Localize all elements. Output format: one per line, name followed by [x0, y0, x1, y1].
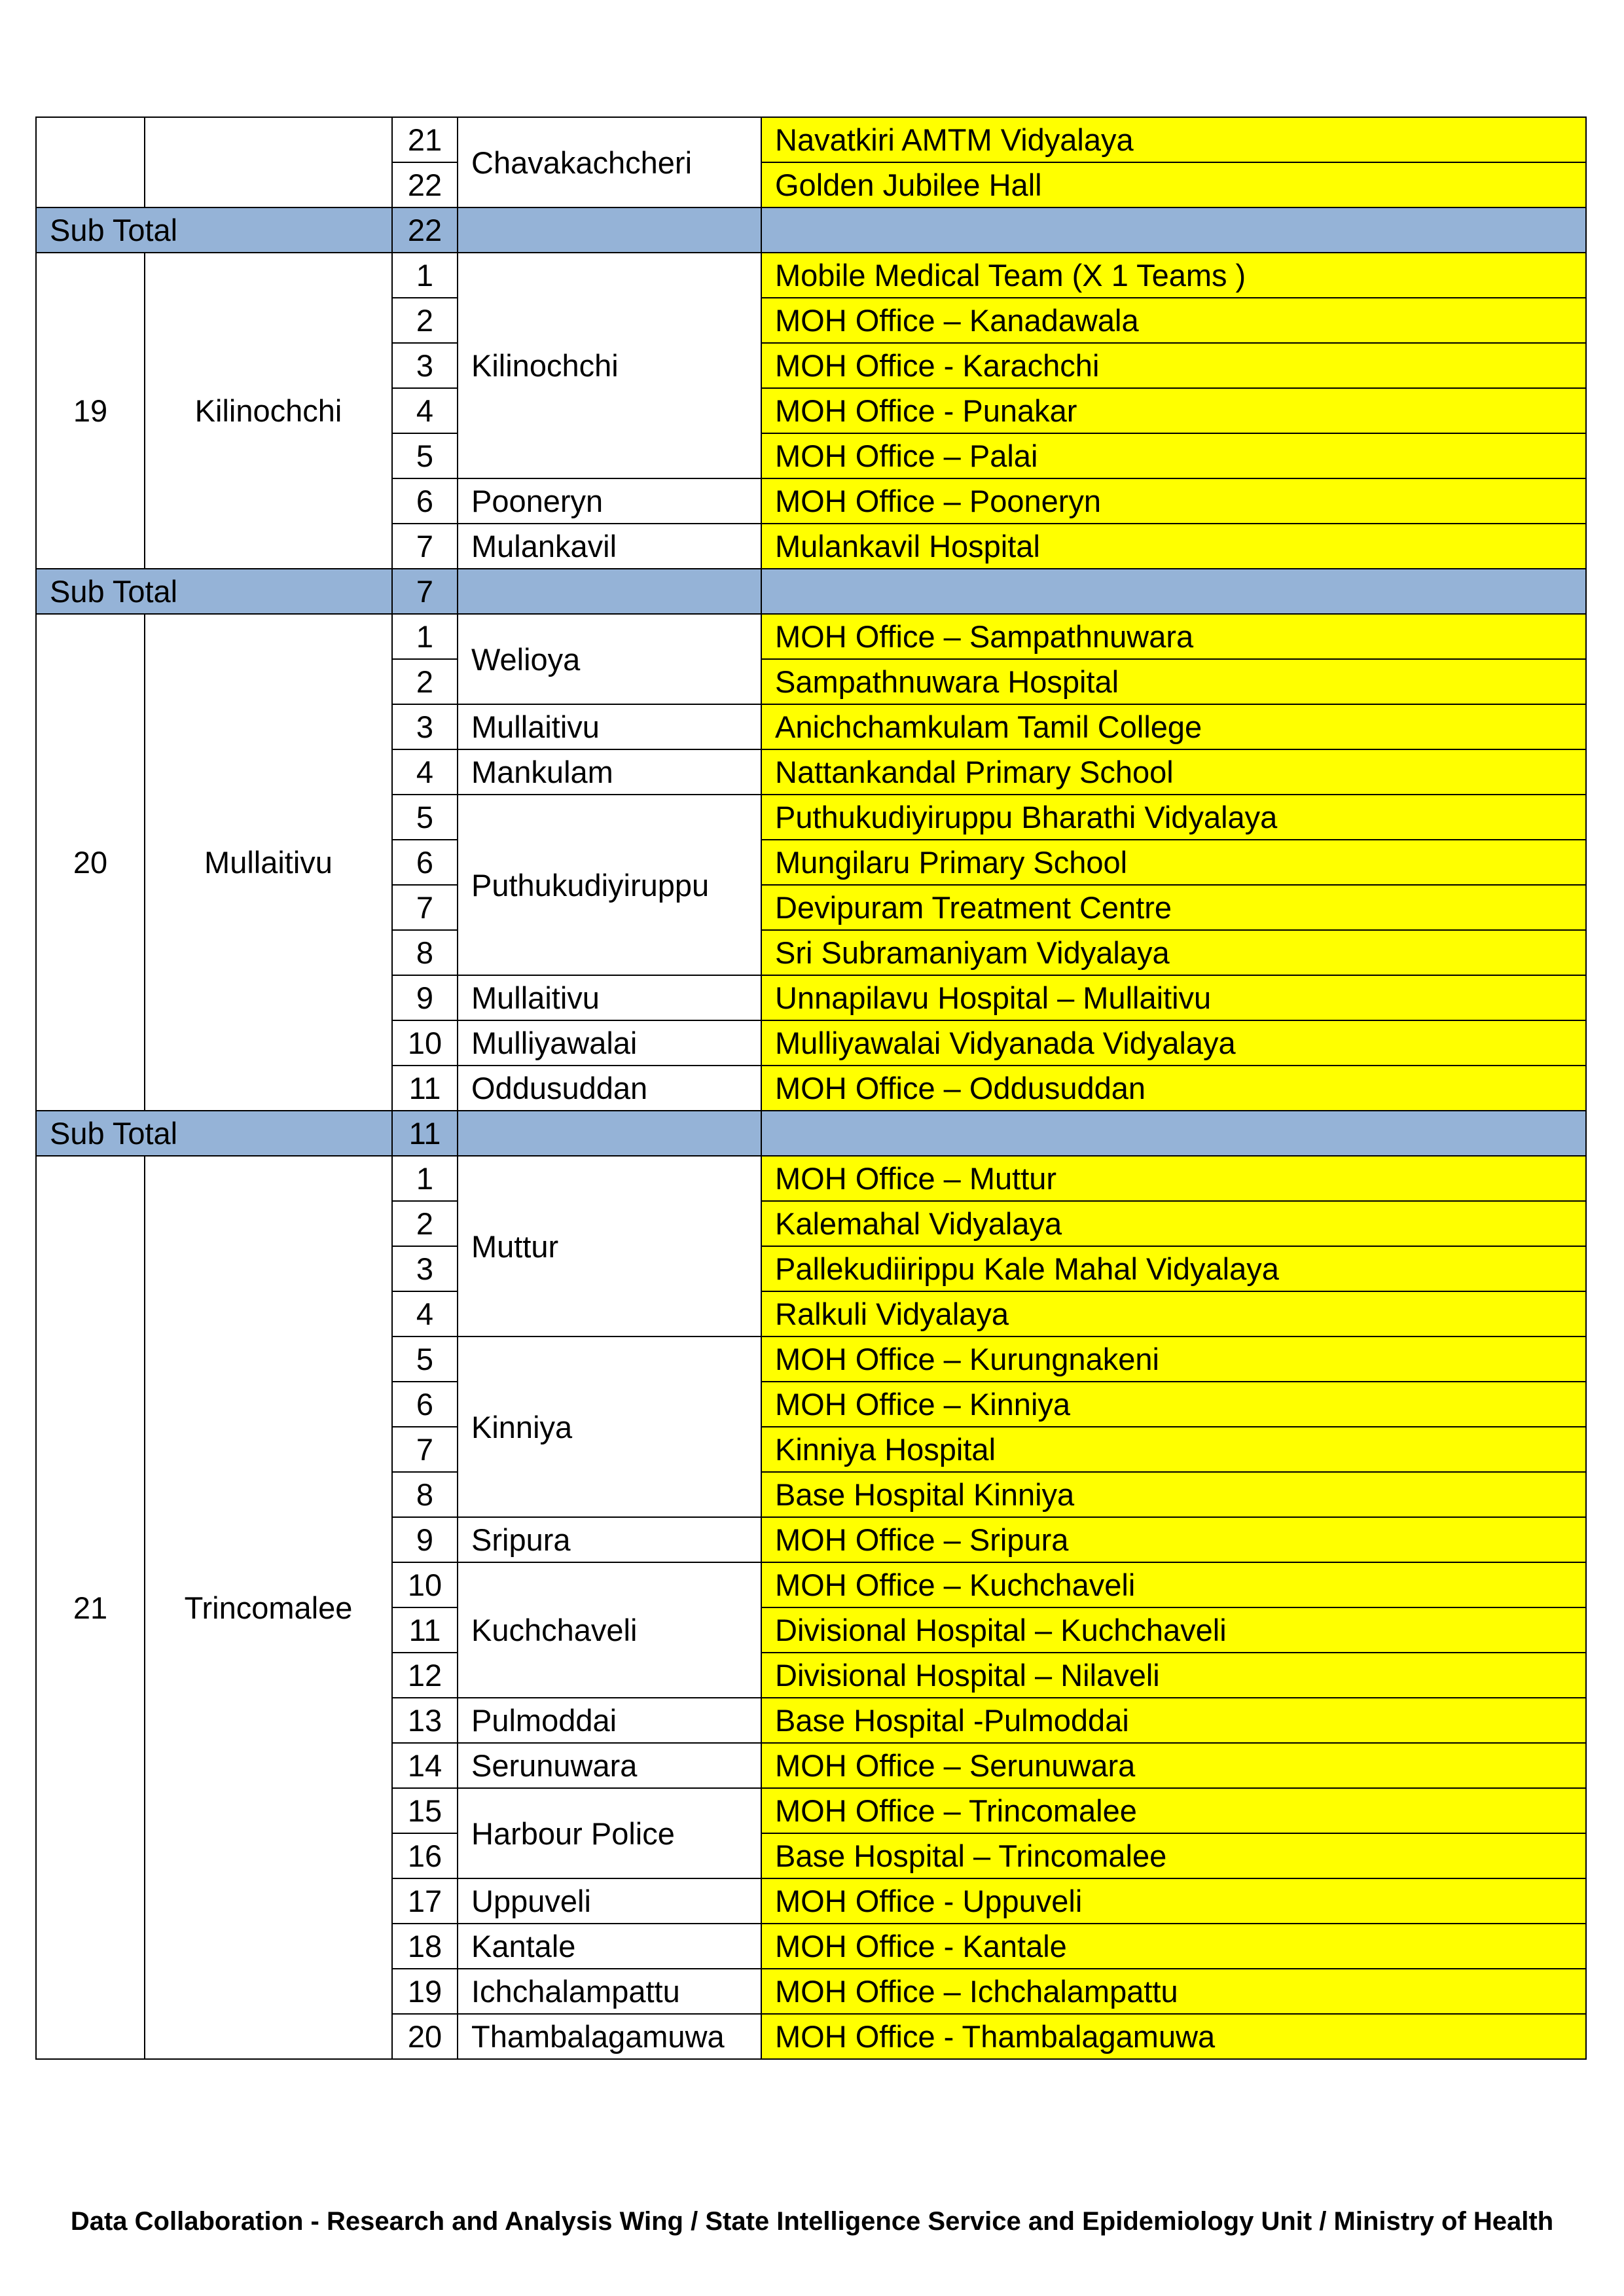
- subtotal-label: Sub Total: [36, 1111, 392, 1156]
- center-name: MOH Office – Oddusuddan: [761, 1066, 1586, 1111]
- area-name: Puthukudiyiruppu: [458, 795, 761, 975]
- center-name: Pallekudiirippu Kale Mahal Vidyalaya: [761, 1246, 1586, 1291]
- center-name: Mobile Medical Team (X 1 Teams ): [761, 253, 1586, 298]
- serial-number: 2: [392, 298, 458, 343]
- subtotal-label: Sub Total: [36, 569, 392, 614]
- area-name: Serunuwara: [458, 1743, 761, 1788]
- area-name: Mulliyawalai: [458, 1020, 761, 1066]
- center-name: MOH Office – Kinniya: [761, 1382, 1586, 1427]
- subtotal-blank: [458, 207, 761, 253]
- center-name: MOH Office – Pooneryn: [761, 478, 1586, 524]
- area-name: Sripura: [458, 1517, 761, 1562]
- serial-number: 6: [392, 840, 458, 885]
- center-name: Sampathnuwara Hospital: [761, 659, 1586, 704]
- serial-number: 8: [392, 1472, 458, 1517]
- serial-number: 3: [392, 1246, 458, 1291]
- serial-number: 19: [392, 1969, 458, 2014]
- serial-number: 1: [392, 253, 458, 298]
- center-name: Puthukudiyiruppu Bharathi Vidyalaya: [761, 795, 1586, 840]
- subtotal-count: 11: [392, 1111, 458, 1156]
- serial-number: 21: [392, 117, 458, 162]
- serial-number: 8: [392, 930, 458, 975]
- area-name: Chavakachcheri: [458, 117, 761, 207]
- area-name: Mullaitivu: [458, 704, 761, 749]
- center-name: MOH Office – Muttur: [761, 1156, 1586, 1201]
- center-name: Mulankavil Hospital: [761, 524, 1586, 569]
- center-name: Base Hospital -Pulmoddai: [761, 1698, 1586, 1743]
- district-number: 21: [36, 1156, 145, 2059]
- area-name: Mulankavil: [458, 524, 761, 569]
- serial-number: 5: [392, 1336, 458, 1382]
- serial-number: 7: [392, 1427, 458, 1472]
- serial-number: 9: [392, 975, 458, 1020]
- area-name: Kinniya: [458, 1336, 761, 1517]
- area-name: Kantale: [458, 1924, 761, 1969]
- center-name: MOH Office - Karachchi: [761, 343, 1586, 388]
- serial-number: 1: [392, 1156, 458, 1201]
- subtotal-blank: [458, 1111, 761, 1156]
- center-name: Divisional Hospital – Nilaveli: [761, 1653, 1586, 1698]
- subtotal-label: Sub Total: [36, 207, 392, 253]
- center-name: Mungilaru Primary School: [761, 840, 1586, 885]
- center-name: Sri Subramaniyam Vidyalaya: [761, 930, 1586, 975]
- table-row: [36, 117, 1586, 162]
- serial-number: 9: [392, 1517, 458, 1562]
- center-name: Mulliyawalai Vidyanada Vidyalaya: [761, 1020, 1586, 1066]
- serial-number: 12: [392, 1653, 458, 1698]
- subtotal-blank: [761, 1111, 1586, 1156]
- area-name: Welioya: [458, 614, 761, 704]
- center-name: MOH Office – Kuchchaveli: [761, 1562, 1586, 1607]
- serial-number: 3: [392, 343, 458, 388]
- serial-number: 11: [392, 1607, 458, 1653]
- center-name: MOH Office - Thambalagamuwa: [761, 2014, 1586, 2059]
- district-name: Kilinochchi: [145, 253, 392, 569]
- area-name: Pooneryn: [458, 478, 761, 524]
- serial-number: 1: [392, 614, 458, 659]
- center-name: MOH Office – Trincomalee: [761, 1788, 1586, 1833]
- serial-number: 22: [392, 162, 458, 207]
- serial-number: 20: [392, 2014, 458, 2059]
- district-number-cell: [36, 117, 145, 207]
- subtotal-count: 7: [392, 569, 458, 614]
- serial-number: 18: [392, 1924, 458, 1969]
- area-name: Ichchalampattu: [458, 1969, 761, 2014]
- serial-number: 7: [392, 524, 458, 569]
- serial-number: 14: [392, 1743, 458, 1788]
- area-name: Uppuveli: [458, 1878, 761, 1924]
- table-row: [36, 1156, 1586, 1201]
- area-name: Oddusuddan: [458, 1066, 761, 1111]
- subtotal-blank: [761, 207, 1586, 253]
- area-name: Pulmoddai: [458, 1698, 761, 1743]
- center-name: Kinniya Hospital: [761, 1427, 1586, 1472]
- serial-number: 5: [392, 433, 458, 478]
- center-name: MOH Office – Kanadawala: [761, 298, 1586, 343]
- center-name: Golden Jubilee Hall: [761, 162, 1586, 207]
- center-name: MOH Office – Sripura: [761, 1517, 1586, 1562]
- serial-number: 4: [392, 388, 458, 433]
- serial-number: 4: [392, 749, 458, 795]
- area-name: Thambalagamuwa: [458, 2014, 761, 2059]
- area-name: Mullaitivu: [458, 975, 761, 1020]
- serial-number: 10: [392, 1020, 458, 1066]
- center-name: Base Hospital – Trincomalee: [761, 1833, 1586, 1878]
- serial-number: 11: [392, 1066, 458, 1111]
- center-name: MOH Office - Kantale: [761, 1924, 1586, 1969]
- serial-number: 6: [392, 1382, 458, 1427]
- area-name: Kuchchaveli: [458, 1562, 761, 1698]
- area-name: Kilinochchi: [458, 253, 761, 478]
- serial-number: 5: [392, 795, 458, 840]
- district-name: Trincomalee: [145, 1156, 392, 2059]
- district-name-cell: [145, 117, 392, 207]
- page-footer: Data Collaboration - Research and Analysis Wing / State Intelligence Service and Epidemiology Unit / Ministry of Health: [70, 2207, 1554, 2236]
- subtotal-count: 22: [392, 207, 458, 253]
- center-name: Kalemahal Vidyalaya: [761, 1201, 1586, 1246]
- serial-number: 10: [392, 1562, 458, 1607]
- subtotal-blank: [458, 569, 761, 614]
- serial-number: 2: [392, 1201, 458, 1246]
- serial-number: 4: [392, 1291, 458, 1336]
- serial-number: 7: [392, 885, 458, 930]
- district-number: 19: [36, 253, 145, 569]
- center-name: MOH Office - Punakar: [761, 388, 1586, 433]
- center-name: Nattankandal Primary School: [761, 749, 1586, 795]
- serial-number: 13: [392, 1698, 458, 1743]
- center-name: Unnapilavu Hospital – Mullaitivu: [761, 975, 1586, 1020]
- serial-number: 2: [392, 659, 458, 704]
- center-name: MOH Office – Ichchalampattu: [761, 1969, 1586, 2014]
- serial-number: 3: [392, 704, 458, 749]
- subtotal-row: [36, 207, 1586, 253]
- table-row: [36, 614, 1586, 659]
- center-name: Divisional Hospital – Kuchchaveli: [761, 1607, 1586, 1653]
- center-name: Anichchamkulam Tamil College: [761, 704, 1586, 749]
- area-name: Harbour Police: [458, 1788, 761, 1878]
- center-name: Navatkiri AMTM Vidyalaya: [761, 117, 1586, 162]
- center-name: Devipuram Treatment Centre: [761, 885, 1586, 930]
- center-name: MOH Office – Palai: [761, 433, 1586, 478]
- center-name: Ralkuli Vidyalaya: [761, 1291, 1586, 1336]
- area-name: Muttur: [458, 1156, 761, 1336]
- serial-number: 17: [392, 1878, 458, 1924]
- subtotal-blank: [761, 569, 1586, 614]
- center-name: MOH Office - Uppuveli: [761, 1878, 1586, 1924]
- district-number: 20: [36, 614, 145, 1111]
- center-name: MOH Office – Kurungnakeni: [761, 1336, 1586, 1382]
- serial-number: 16: [392, 1833, 458, 1878]
- subtotal-row: [36, 569, 1586, 614]
- table-row: [36, 253, 1586, 298]
- vaccination-centers-table: [35, 117, 1587, 2060]
- serial-number: 6: [392, 478, 458, 524]
- area-name: Mankulam: [458, 749, 761, 795]
- district-name: Mullaitivu: [145, 614, 392, 1111]
- center-name: MOH Office – Serunuwara: [761, 1743, 1586, 1788]
- center-name: MOH Office – Sampathnuwara: [761, 614, 1586, 659]
- subtotal-row: [36, 1111, 1586, 1156]
- serial-number: 15: [392, 1788, 458, 1833]
- center-name: Base Hospital Kinniya: [761, 1472, 1586, 1517]
